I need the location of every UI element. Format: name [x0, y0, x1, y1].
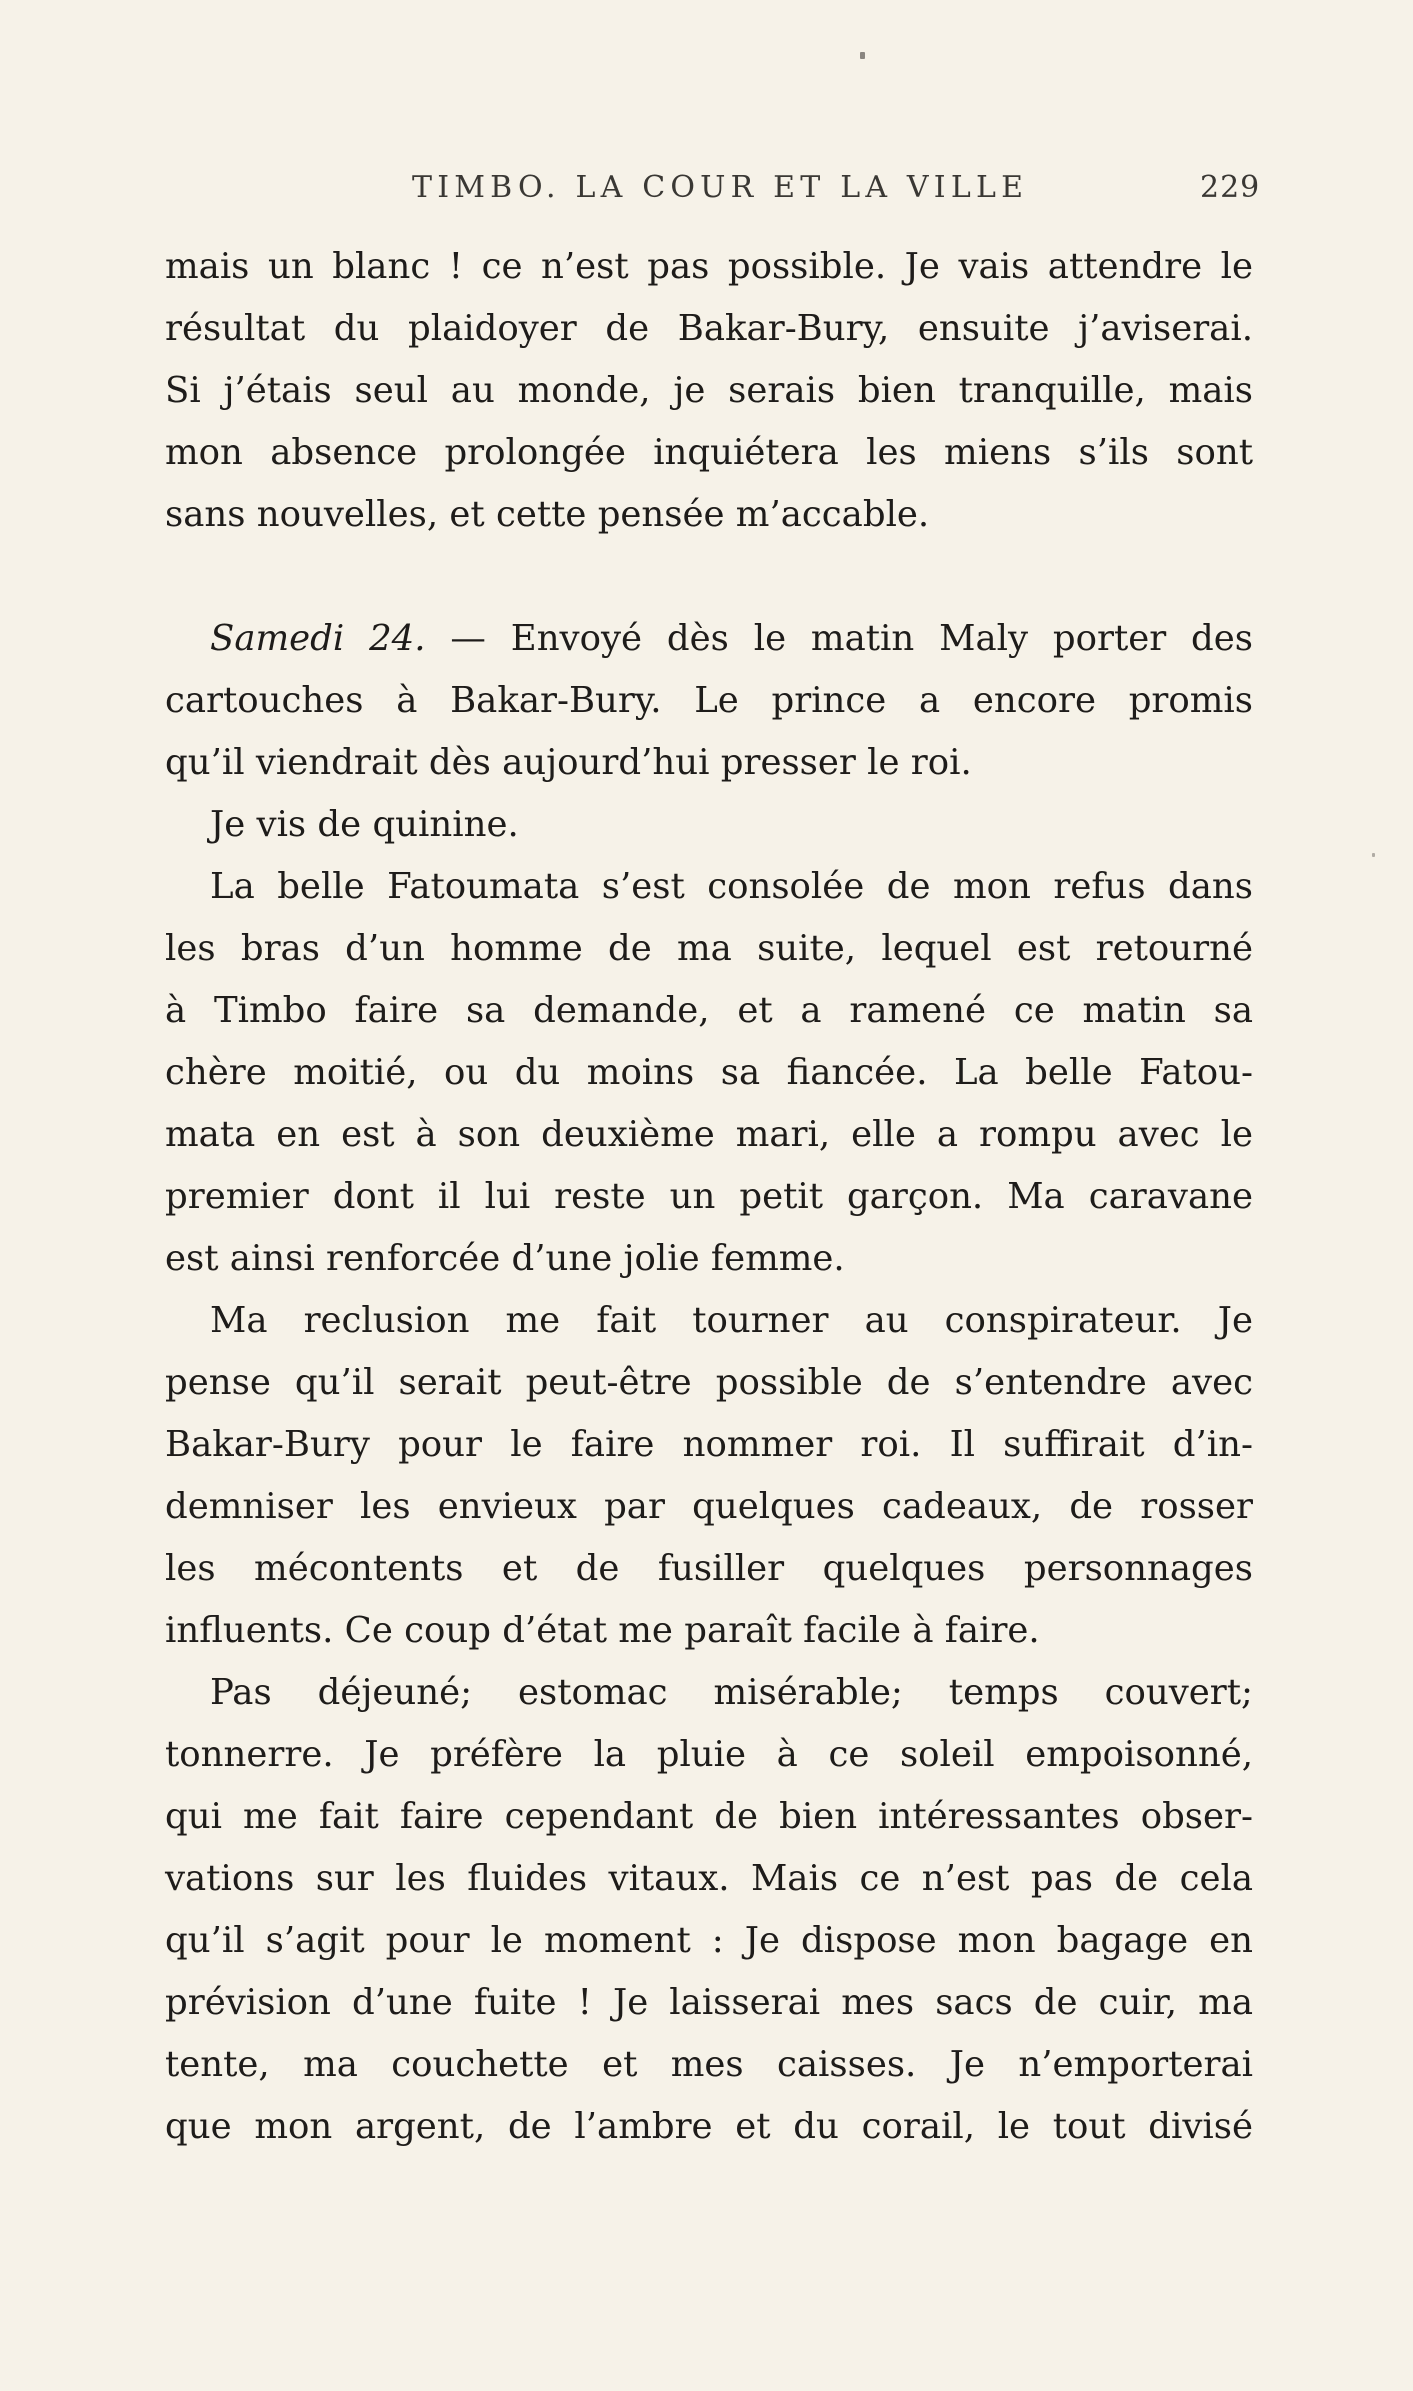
print-speck: [860, 52, 865, 59]
text-line: chère moitié, ou du moins sa fiancée. La belle Fatou-: [165, 1052, 1253, 1093]
text-line: prévision d’une fuite ! Je laisserai mes sacs de cuir, ma: [165, 1982, 1253, 2023]
paragraph: [165, 236, 1253, 546]
text-line: mata en est à son deuxième mari, elle a rompu avec le: [165, 1114, 1253, 1155]
body-text: [165, 236, 1253, 2158]
entry-first-line: — Envoyé dès le matin Maly porter des: [425, 618, 1254, 659]
paragraph: [165, 1662, 1253, 2158]
text-line: La belle Fatoumata s’est consolée de mon refus dans: [210, 866, 1253, 907]
page-number: 229: [1200, 170, 1261, 205]
text-line: premier dont il lui reste un petit garçon. Ma caravane: [165, 1176, 1253, 1217]
text-line: mon absence prolongée inquiétera les miens s’ils sont: [165, 432, 1253, 473]
text-line: tente, ma couchette et mes caisses. Je n’emporterai: [165, 2044, 1253, 2085]
text-line: demniser les envieux par quelques cadeaux, de rosser: [165, 1486, 1253, 1527]
text-line: les bras d’un homme de ma suite, lequel est retourné: [165, 928, 1253, 969]
running-head: [0, 170, 1413, 210]
text-line: Si j’étais seul au monde, je serais bien tranquille, mais: [165, 370, 1253, 411]
text-line: cartouches à Bakar-Bury. Le prince a encore promis: [165, 680, 1253, 721]
text-line: Je vis de quinine.: [210, 804, 519, 845]
diary-entry: [165, 608, 1253, 794]
text-line: Bakar-Bury pour le faire nommer roi. Il suffirait d’in-: [165, 1424, 1253, 1465]
text-line: mais un blanc ! ce n’est pas possible. Je vais attendre le: [165, 246, 1253, 287]
text-line: est ainsi renforcée d’une jolie femme.: [165, 1238, 845, 1279]
text-line: les mécontents et de fusiller quelques personnages: [165, 1548, 1253, 1589]
paragraph: [165, 856, 1253, 1290]
text-line: à Timbo faire sa demande, et a ramené ce matin sa: [165, 990, 1253, 1031]
text-line: qui me fait faire cependant de bien intéressantes obser-: [165, 1796, 1253, 1837]
text-line: Ma reclusion me fait tourner au conspirateur. Je: [210, 1300, 1253, 1341]
text-line: vations sur les fluides vitaux. Mais ce n’est pas de cela: [165, 1858, 1253, 1899]
text-line: que mon argent, de l’ambre et du corail, le tout divisé: [165, 2106, 1253, 2147]
print-speck: [1372, 853, 1375, 857]
entry-date: Samedi 24.: [210, 618, 426, 659]
text-line: sans nouvelles, et cette pensée m’accable.: [165, 494, 930, 535]
paragraph: [165, 1290, 1253, 1662]
text-line: pense qu’il serait peut-être possible de s’entendre avec: [165, 1362, 1253, 1403]
text-line: résultat du plaidoyer de Bakar-Bury, ensuite j’aviserai.: [165, 308, 1253, 349]
text-line: qu’il s’agit pour le moment : Je dispose mon bagage en: [165, 1920, 1253, 1961]
text-line: influents. Ce coup d’état me paraît facile à faire.: [165, 1610, 1040, 1651]
running-title: TIMBO. LA COUR ET LA VILLE: [412, 170, 1029, 205]
paragraph: [165, 794, 1253, 856]
text-line: [165, 608, 1253, 670]
text-line: qu’il viendrait dès aujourd’hui presser le roi.: [165, 742, 972, 783]
text-line: tonnerre. Je préfère la pluie à ce soleil empoisonné,: [165, 1734, 1253, 1775]
section-gap: [165, 546, 1253, 608]
text-line: Pas déjeuné; estomac misérable; temps couvert;: [210, 1672, 1253, 1713]
